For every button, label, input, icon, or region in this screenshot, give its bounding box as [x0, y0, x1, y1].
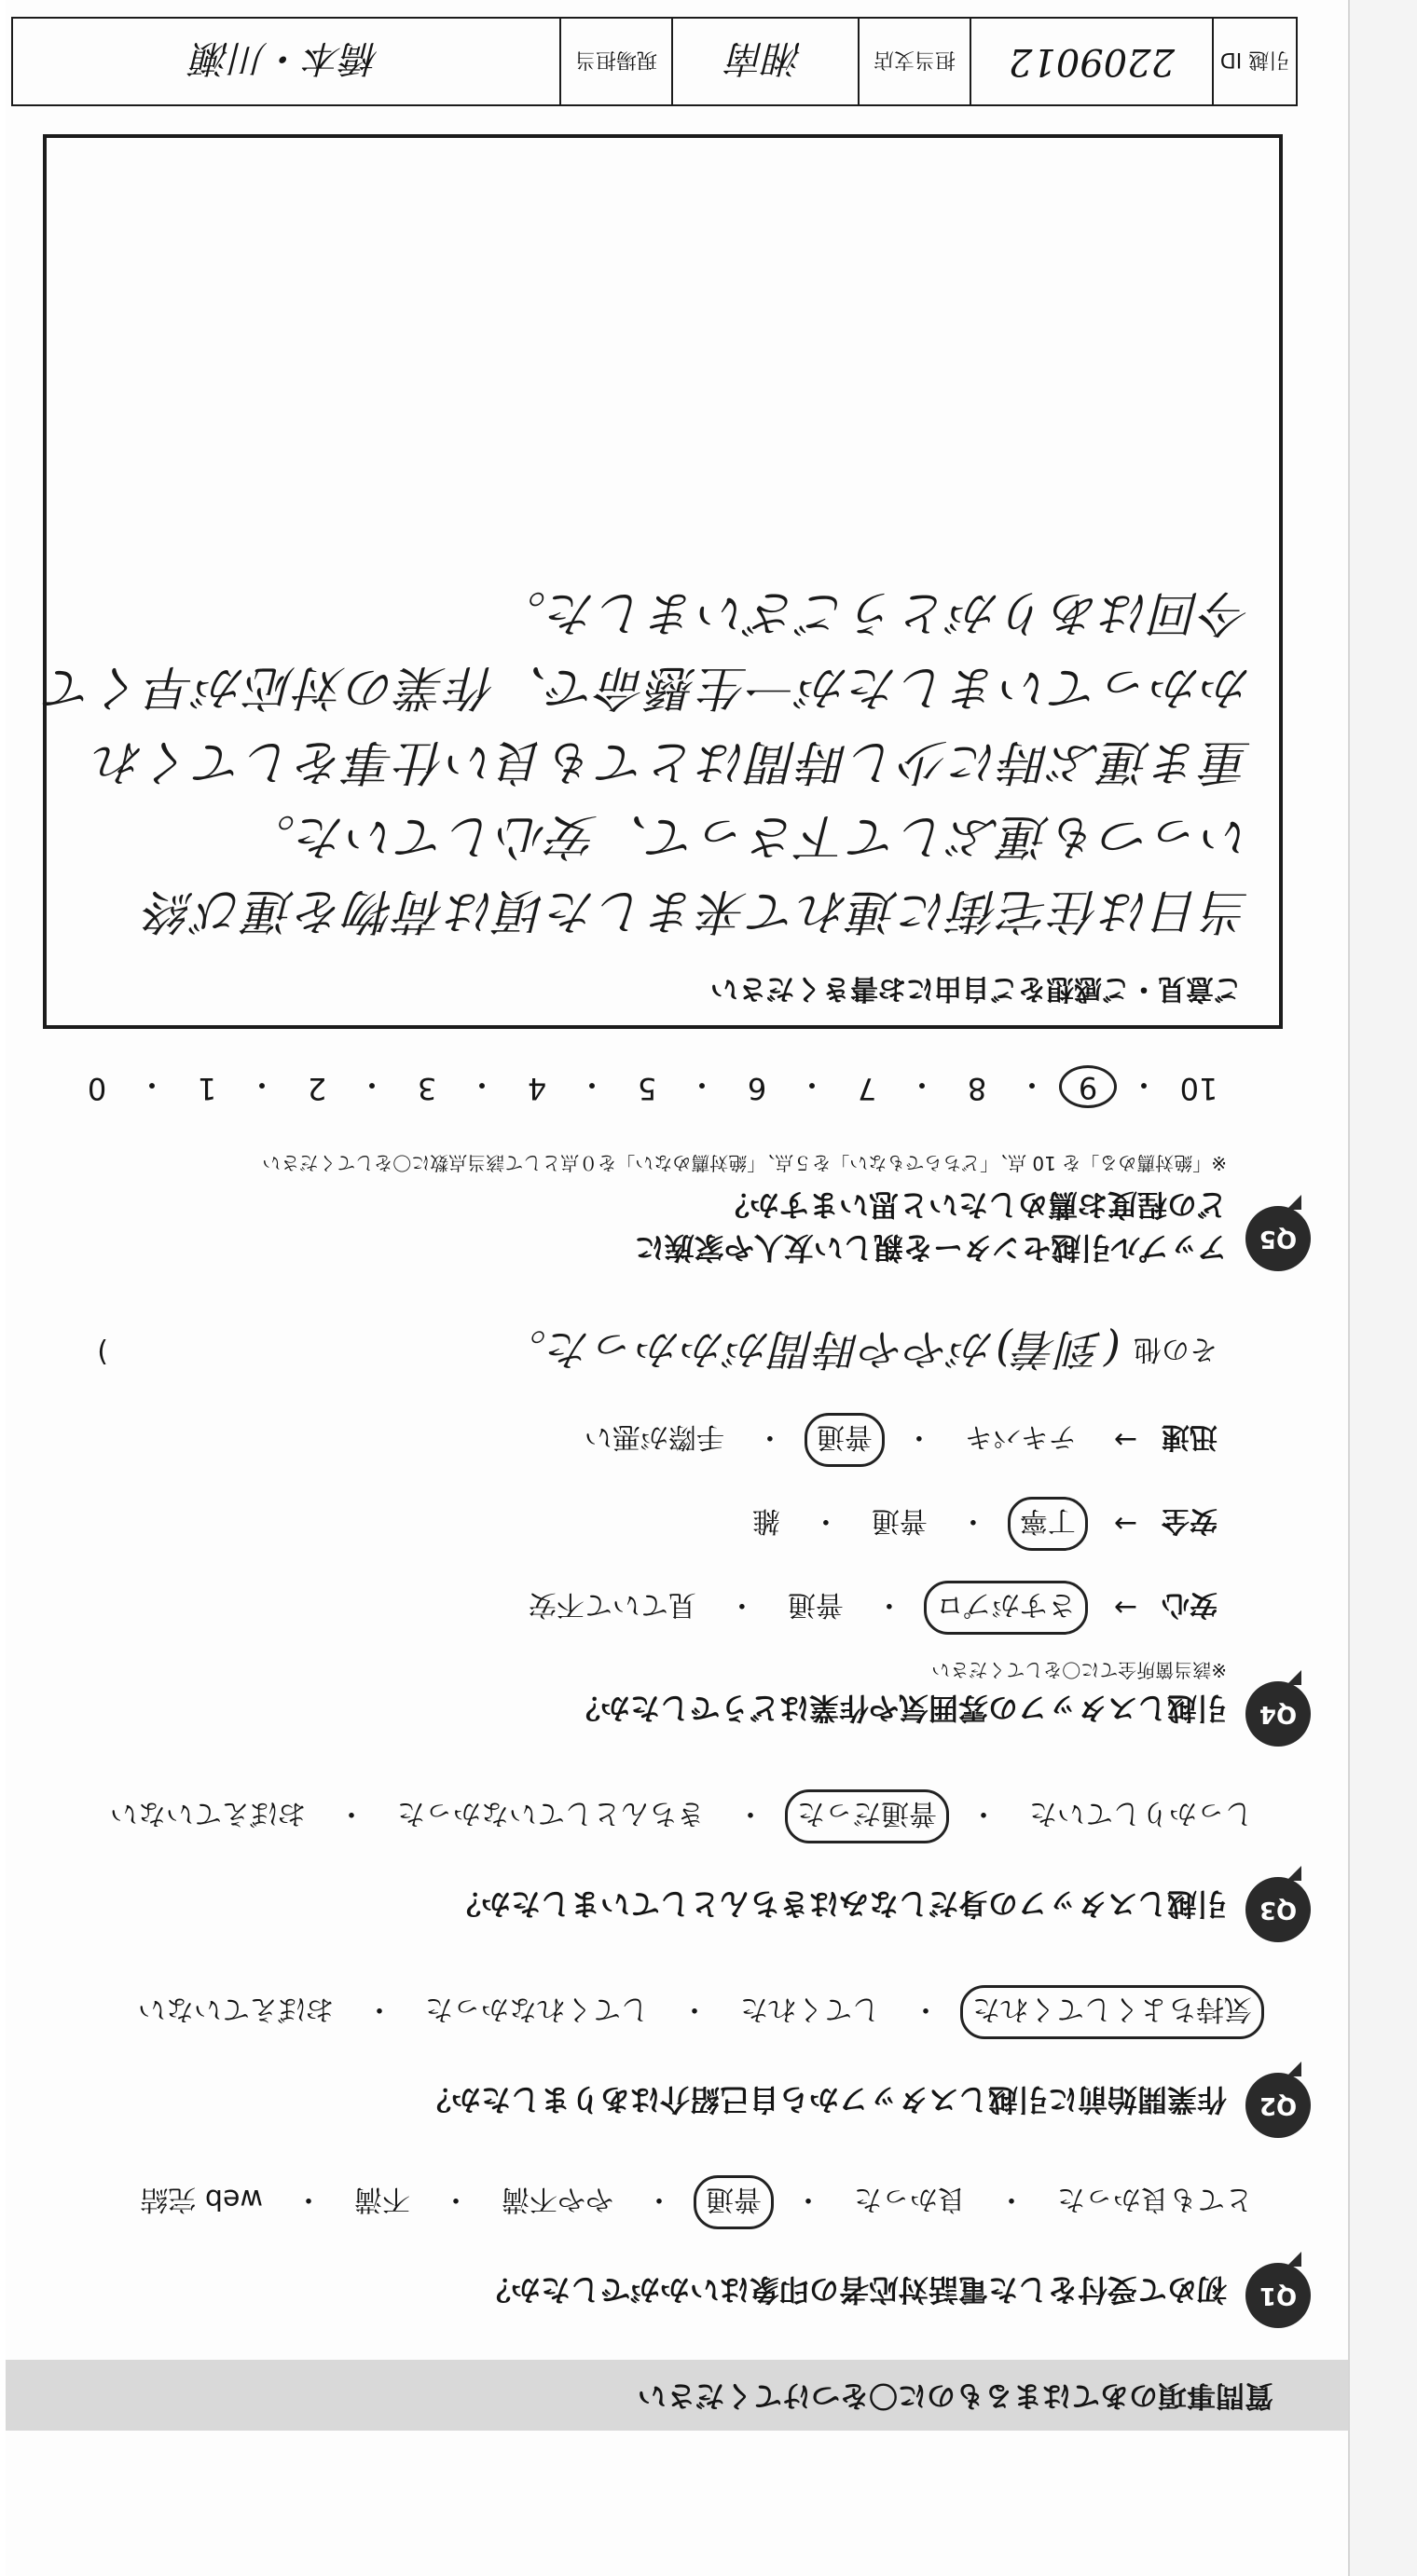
- q4-row2-option-2[interactable]: 普通: [805, 1413, 885, 1467]
- comment-title: ご意見・ご感想をご自由にお書きください: [710, 972, 1242, 1005]
- q2-option-2[interactable]: してくれた: [740, 1993, 880, 2025]
- separator-dot: ・: [357, 1067, 388, 1103]
- separator-dot: ・: [442, 2183, 470, 2215]
- staff-info-table: [11, 17, 1298, 106]
- q4-other: [97, 1322, 1218, 1383]
- separator-dot: ・: [797, 1067, 828, 1103]
- q4-note: ※該当箇所全てに〇をしてください: [931, 1659, 1227, 1681]
- separator-dot: ・: [1129, 1067, 1160, 1103]
- q4-row1-option-1[interactable]: 丁寧: [1008, 1497, 1088, 1551]
- arrow-icon: →: [1113, 1591, 1137, 1624]
- q2-option-1[interactable]: 気持ちよくしてくれた: [960, 1985, 1264, 2039]
- id-value: 2209012: [1008, 40, 1176, 83]
- q1-option-4[interactable]: やや不満: [502, 2183, 613, 2215]
- q4-other-handwriting: (到着)がやや時間がかかった。: [502, 1324, 1121, 1375]
- q1-option-2[interactable]: 良かった: [854, 2183, 966, 2215]
- q4-row0-option-1[interactable]: さすがプロ: [924, 1581, 1088, 1635]
- separator-dot: ・: [365, 1993, 393, 2025]
- score-7[interactable]: 7: [857, 1071, 877, 1106]
- q2-badge: Q2: [1245, 2073, 1311, 2138]
- q4-row-anshin: [517, 1581, 1218, 1635]
- q3-options: [99, 1789, 1264, 1843]
- comment-line-5: 今回はありがとうございました。: [495, 584, 1251, 640]
- staff-value: 橋本・川瀬: [193, 36, 379, 80]
- q4-row2-option-1[interactable]: テキパキ: [964, 1420, 1077, 1453]
- q3-question: 引越しスタッフの身だしなみはきちんとしていましたか？: [450, 1886, 1227, 1922]
- q2-options: [127, 1985, 1264, 2039]
- q5-question-line1: アップル引越センターを親しい友人や家族に: [634, 1230, 1227, 1266]
- comment-line-2: いっつも運ぶして下さって、安心していた。: [245, 808, 1251, 864]
- staff-label: 現場担当: [575, 48, 658, 72]
- separator-dot: ・: [1017, 1067, 1048, 1103]
- q3-option-3[interactable]: きちんとしていなかった: [397, 1797, 705, 1829]
- separator-dot: ・: [137, 1067, 168, 1103]
- q5-question-line2: どの程度お薦めしたいと思いますか？: [719, 1187, 1227, 1223]
- q1-badge: Q1: [1245, 2263, 1311, 2328]
- q1-question: 初めて受付をした電話対応者の印象はいかがでしたか？: [480, 2272, 1227, 2308]
- separator-dot: ・: [687, 1067, 718, 1103]
- separator-dot: ・: [958, 1504, 987, 1537]
- separator-dot: ・: [874, 1588, 903, 1621]
- survey-card: [6, 0, 1350, 2576]
- q1-option-3[interactable]: 普通: [694, 2175, 774, 2229]
- separator-dot: ・: [912, 1993, 940, 2025]
- comment-box: [43, 134, 1283, 1029]
- separator-dot: ・: [736, 1797, 764, 1829]
- branch-label: 担当支店: [874, 48, 956, 72]
- separator-dot: ・: [997, 2183, 1025, 2215]
- separator-dot: ・: [904, 1420, 933, 1453]
- q3-option-1[interactable]: しっかりしていた: [1029, 1797, 1253, 1829]
- separator-dot: ・: [970, 1797, 997, 1829]
- arrow-icon: →: [1113, 1507, 1137, 1541]
- separator-dot: ・: [247, 1067, 278, 1103]
- q4-row-label: 迅速: [1162, 1420, 1218, 1453]
- score-1[interactable]: 1: [197, 1071, 217, 1106]
- id-label: 引越 ID: [1219, 48, 1290, 72]
- separator-dot: ・: [811, 1504, 840, 1537]
- q5-badge: Q5: [1245, 1206, 1311, 1271]
- separator-dot: ・: [755, 1420, 784, 1453]
- q4-row0-option-3[interactable]: 見ていて不安: [528, 1588, 696, 1621]
- q1-options: [129, 2175, 1264, 2229]
- comment-line-4: かかっていましたが一生懸命で、作業の対応が早くて: [44, 659, 1251, 715]
- comment-line-3: 重ま運ぶ時に少し時間はとても良い仕事をしてくれ: [92, 733, 1251, 789]
- score-2[interactable]: 2: [307, 1071, 327, 1106]
- q4-row-anzen: [741, 1497, 1218, 1551]
- q1-option-5[interactable]: 不満: [354, 2183, 410, 2215]
- score-0[interactable]: 0: [87, 1071, 107, 1106]
- score-8[interactable]: 8: [967, 1071, 987, 1106]
- separator-dot: ・: [295, 2183, 323, 2215]
- branch-value: 湘南: [728, 36, 803, 80]
- separator-dot: ・: [907, 1067, 938, 1103]
- separator-dot: ・: [645, 2183, 673, 2215]
- q4-row-jinsoku: [573, 1413, 1218, 1467]
- q4-question: 引越しスタッフの雰囲気や作業はどうでしたか？: [570, 1691, 1227, 1726]
- q3-badge: Q3: [1245, 1877, 1311, 1942]
- score-6[interactable]: 6: [747, 1071, 767, 1106]
- separator-dot: ・: [467, 1067, 498, 1103]
- q2-question: 作業開始前に引越しスタッフから自己紹介はありましたか？: [420, 2082, 1227, 2117]
- score-3[interactable]: 3: [417, 1071, 437, 1106]
- q1-option-6[interactable]: web 完結: [140, 2183, 263, 2215]
- separator-dot: ・: [727, 1588, 756, 1621]
- score-10[interactable]: 10: [1179, 1071, 1218, 1106]
- q5-note: ※「絶対薦める」を 10 点、「どちらでもない」を５点、「絶対薦めない」を０点として該当点数に〇をしてください: [262, 1152, 1227, 1174]
- q4-row-label: 安全: [1162, 1504, 1218, 1537]
- q4-badge: Q4: [1245, 1681, 1311, 1747]
- score-9[interactable]: 9: [1059, 1065, 1117, 1108]
- arrow-icon: →: [1113, 1423, 1137, 1457]
- q4-row-label: 安心: [1162, 1588, 1218, 1621]
- comment-line-1: 当日は住宅街に連れて来ました頃は荷物を運び終: [143, 883, 1251, 939]
- q2-option-3[interactable]: してくれなかった: [425, 1993, 649, 2025]
- q4-row0-option-2[interactable]: 普通: [787, 1588, 844, 1621]
- score-5[interactable]: 5: [637, 1071, 657, 1106]
- q5-score-scale: [69, 1065, 1227, 1108]
- q2-option-4[interactable]: おぼえていない: [138, 1993, 334, 2025]
- instruction-banner: 質問事項のあてはまるものに〇をつけてください: [6, 2360, 1348, 2431]
- q4-other-close-paren: ): [97, 1336, 108, 1369]
- separator-dot: ・: [794, 2183, 822, 2215]
- score-4[interactable]: 4: [527, 1071, 547, 1106]
- separator-dot: ・: [337, 1797, 365, 1829]
- q4-row1-option-2[interactable]: 普通: [871, 1504, 928, 1537]
- q3-option-2[interactable]: 普通だった: [785, 1789, 949, 1843]
- scan-margin: [1350, 0, 1417, 2576]
- q1-option-1[interactable]: とても良かった: [1057, 2183, 1253, 2215]
- q4-row2-option-3[interactable]: 手際が悪い: [584, 1420, 724, 1453]
- separator-dot: ・: [577, 1067, 608, 1103]
- separator-dot: ・: [681, 1993, 708, 2025]
- q3-option-4[interactable]: おぼえていない: [110, 1797, 306, 1829]
- q4-row1-option-3[interactable]: 雑: [751, 1504, 780, 1537]
- q4-other-label: その他: [1134, 1333, 1218, 1365]
